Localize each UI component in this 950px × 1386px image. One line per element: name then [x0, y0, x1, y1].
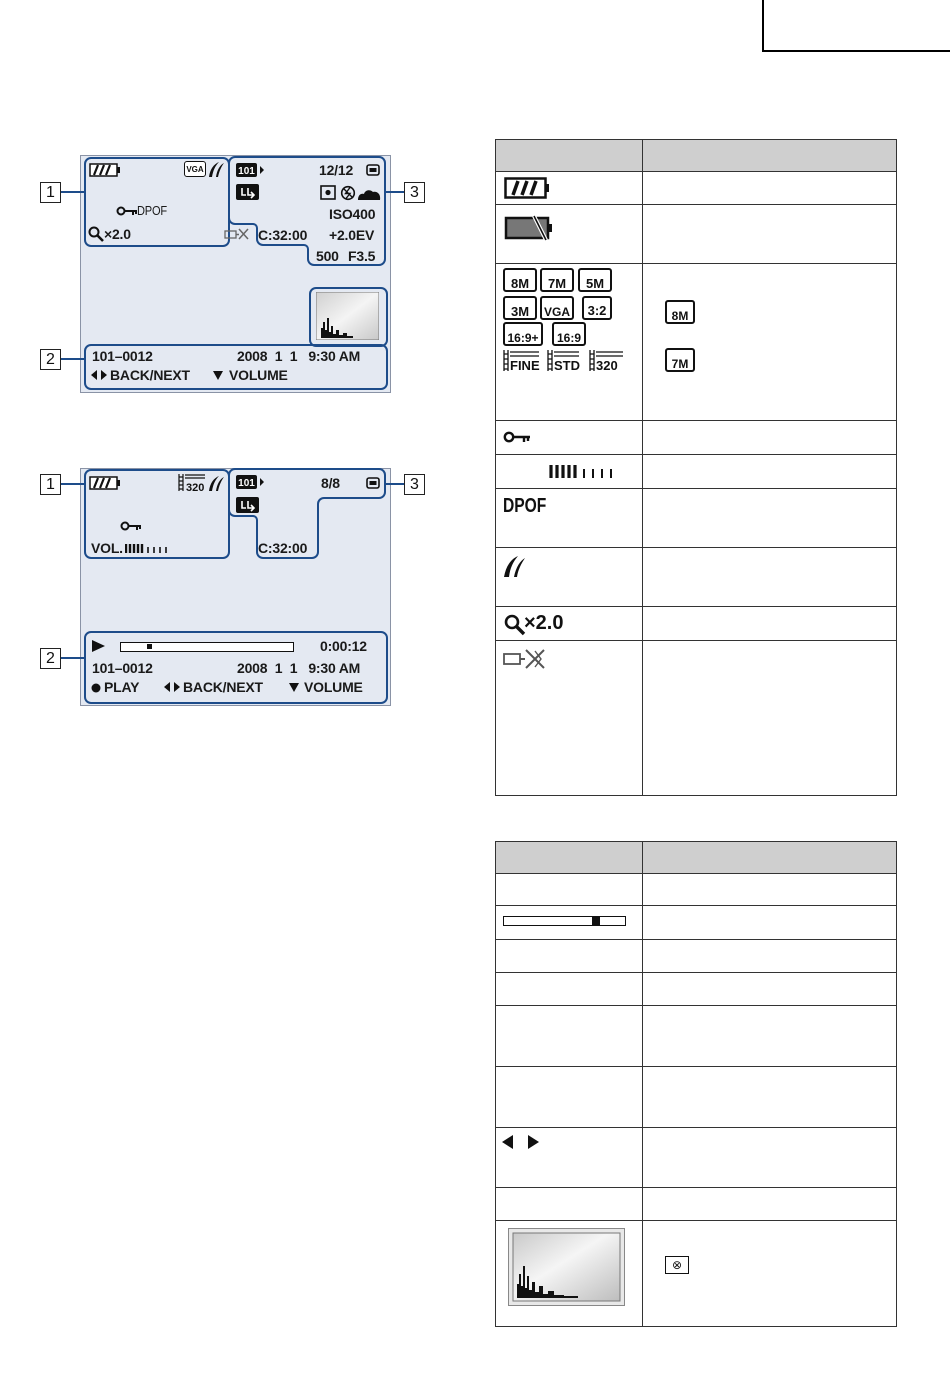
- table-cell-empty: [643, 906, 897, 940]
- image-size-8m-icon: 8M: [665, 300, 695, 324]
- progress-marker: [147, 644, 152, 649]
- table-cell-empty: [643, 973, 897, 1006]
- histogram-warning-icon: ⊗: [665, 1256, 689, 1274]
- crop-mark: [764, 50, 950, 52]
- image-quality-icon: [502, 554, 526, 578]
- callout-1: 1: [40, 182, 61, 203]
- volume-hint: VOLUME: [229, 367, 288, 383]
- table-cell-empty: [496, 940, 643, 973]
- image-quality-icon: [207, 160, 225, 178]
- table-cell-empty: [496, 874, 643, 906]
- table-row: [496, 455, 643, 489]
- callout-2: 2: [40, 349, 61, 370]
- table-cell-empty: [496, 1188, 643, 1221]
- callout-leader: [61, 358, 84, 360]
- volume-icon: [549, 465, 619, 478]
- table-header-indication: [643, 140, 897, 172]
- progress-bar: [120, 642, 294, 652]
- callout-leader: [61, 483, 84, 485]
- recording-datetime: 2008 1 1 9:30 AM: [237, 660, 361, 676]
- table-row: [496, 1221, 643, 1327]
- pictbridge-icon: [224, 227, 250, 241]
- protect-icon: [116, 206, 138, 216]
- image-size-8m-icon: 8M: [503, 268, 537, 292]
- table-cell-empty: [643, 940, 897, 973]
- movie-320-label: 320: [596, 358, 618, 372]
- progress-marker: [592, 917, 600, 925]
- play-hint: PLAY: [104, 679, 140, 695]
- movie-std-icon: [548, 350, 580, 372]
- indicator-table-2: [495, 841, 897, 1327]
- image-size-icon: VGA: [184, 161, 206, 177]
- callout-3: 3: [404, 182, 425, 203]
- histogram-icon: [316, 292, 379, 340]
- table-cell-empty: [496, 973, 643, 1006]
- playback-folder-icon: [236, 497, 260, 514]
- left-right-arrows-icon: [91, 370, 107, 380]
- table-cell-empty: [643, 1188, 897, 1221]
- image-size-vga-icon: VGA: [540, 296, 574, 320]
- movie-std-label: STD: [554, 358, 580, 372]
- file-number: 101–0012: [92, 348, 153, 364]
- table-row: [496, 205, 643, 264]
- table-row: [496, 421, 643, 455]
- movie-size-label: 320: [186, 482, 205, 492]
- left-right-arrows-icon: [502, 1135, 542, 1149]
- table-cell-empty: [643, 205, 897, 264]
- bullet-icon: [91, 683, 101, 693]
- image-size-3m-icon: 3M: [503, 296, 537, 320]
- remaining-time: C:32:00: [258, 540, 308, 556]
- shutter-speed: 500: [316, 248, 339, 264]
- table-cell-empty: [643, 874, 897, 906]
- table-cell-empty: [643, 1006, 897, 1067]
- table-cell-empty: [643, 1067, 897, 1128]
- table-row: [643, 1221, 897, 1327]
- indicator-table-1: [495, 139, 897, 796]
- table-row: [496, 264, 643, 421]
- zoom-scale: ×2.0: [524, 612, 564, 634]
- table-row: [496, 172, 643, 205]
- folder-icon: [236, 162, 266, 178]
- battery-icon: [89, 476, 121, 490]
- memory-card-icon: [366, 476, 380, 490]
- table-cell-empty: [643, 1128, 897, 1188]
- volume-label: VOL.: [91, 540, 123, 556]
- table-row: [496, 906, 643, 940]
- memory-card-icon: [366, 163, 380, 177]
- image-size-5m-icon: 5M: [578, 268, 612, 292]
- callout-leader: [61, 657, 84, 659]
- back-next-hint: BACK/NEXT: [183, 679, 263, 695]
- image-count: 8/8: [321, 475, 340, 491]
- table-row: [496, 1128, 643, 1188]
- image-quality-icon: [207, 474, 225, 492]
- table-row: [496, 489, 643, 548]
- elapsed-time: 0:00:12: [320, 638, 367, 654]
- movie-320-icon: [590, 350, 623, 372]
- file-number: 101–0012: [92, 660, 153, 676]
- image-count: 12/12: [319, 162, 354, 178]
- movie-size-icon: [178, 472, 206, 492]
- flash-off-icon: [342, 187, 355, 200]
- battery-empty-icon: [504, 215, 554, 241]
- folder-number: 101: [238, 166, 255, 177]
- protect-icon: [503, 431, 531, 444]
- recording-datetime: 2008 1 1 9:30 AM: [237, 348, 361, 364]
- table-cell-empty: [496, 1067, 643, 1128]
- play-icon: [92, 640, 106, 652]
- back-next-hint: BACK/NEXT: [110, 367, 190, 383]
- volume-icon: [125, 543, 171, 553]
- battery-icon: [89, 163, 121, 177]
- table-cell-empty: [643, 489, 897, 548]
- iso-value: ISO400: [329, 206, 376, 222]
- remaining-time: C:32:00: [258, 227, 308, 243]
- dpof-indicator: DPOF: [137, 203, 168, 218]
- progress-bar: [503, 916, 626, 926]
- metering-flash-wb-icons: [320, 185, 384, 202]
- folder-icon: [236, 474, 266, 490]
- crop-mark: [762, 0, 764, 52]
- table-cell-empty: [643, 607, 897, 641]
- left-right-arrows-icon: [164, 682, 180, 692]
- pictbridge-icon: [503, 648, 549, 670]
- battery-icon: [504, 177, 550, 199]
- callout-1: 1: [40, 474, 61, 495]
- image-size-3-2-icon: 3:2: [582, 296, 612, 320]
- image-size-7m-icon: 7M: [540, 268, 574, 292]
- dpof-indicator: DPOF: [503, 495, 547, 517]
- callout-leader: [61, 191, 84, 193]
- exposure-value: +2.0EV: [329, 227, 375, 243]
- table-cell-empty: [643, 455, 897, 489]
- table-cell-empty: [496, 1006, 643, 1067]
- folder-number: 101: [238, 478, 255, 489]
- down-arrow-icon: [213, 371, 223, 380]
- zoom-icon: [88, 226, 104, 242]
- table-cell-empty: [643, 172, 897, 205]
- protect-icon: [120, 521, 142, 531]
- table-header-display: [496, 140, 643, 172]
- playback-folder-icon: [236, 184, 260, 201]
- image-size-16-9-plus-icon: 16:9+: [503, 322, 543, 346]
- volume-hint: VOLUME: [304, 679, 363, 695]
- table-cell-empty: [643, 548, 897, 607]
- movie-fine-label: FINE: [510, 358, 540, 372]
- table-cell-empty: [643, 641, 897, 796]
- zoom-icon: [504, 614, 526, 636]
- callout-3: 3: [404, 474, 425, 495]
- histogram-icon: [508, 1228, 625, 1306]
- table-cell-empty: [643, 421, 897, 455]
- image-size-7m-icon: 7M: [665, 348, 695, 372]
- callout-2: 2: [40, 648, 61, 669]
- down-arrow-icon: [289, 683, 299, 692]
- table-row: [496, 641, 643, 796]
- table-row: [496, 548, 643, 607]
- table-header-display: [496, 842, 643, 874]
- table-row: [496, 607, 643, 641]
- image-size-16-9-icon: 16:9: [552, 322, 586, 346]
- callout-leader: [386, 483, 404, 485]
- callout-leader: [386, 191, 404, 193]
- table-header-indication: [643, 842, 897, 874]
- table-row: [643, 264, 897, 421]
- movie-size-icons: [503, 348, 633, 372]
- zoom-scale: ×2.0: [104, 226, 131, 242]
- white-balance-icon: [358, 190, 380, 200]
- aperture-value: F3.5: [348, 248, 376, 264]
- movie-fine-icon: [504, 350, 540, 372]
- metering-icon: [321, 186, 335, 199]
